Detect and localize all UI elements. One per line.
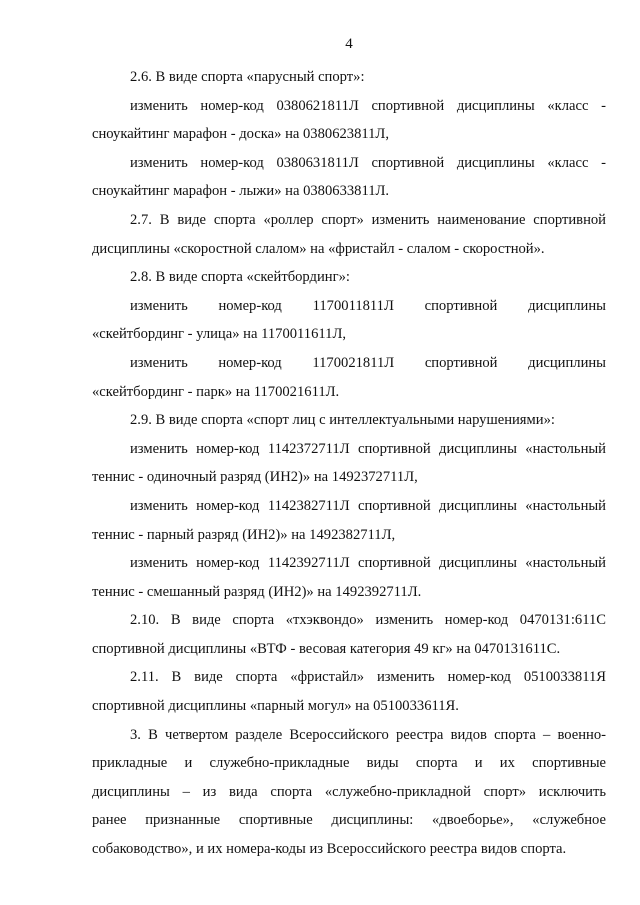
paragraph-line: «скейтбординг - парк» на 1170021611Л.: [92, 383, 340, 400]
paragraph-2-6-item-1: [92, 92, 606, 149]
paragraph-line: 2.9. В виде спорта «спорт лиц с интеллектуальными нарушениями»:: [130, 412, 555, 429]
paragraph-2-9: [92, 406, 606, 435]
paragraph-line-spread: [92, 292, 606, 321]
word: дисциплины: [528, 297, 606, 314]
paragraph-line: изменить номер-код 1142382711Л спортивной дисциплины «настольный: [130, 497, 606, 514]
word: изменить: [130, 354, 188, 371]
paragraph-line: 3. В четвертом разделе Всероссийского реестра видов спорта – военно-: [130, 726, 606, 743]
paragraph-line: сноукайтинг марафон - доска» на 0380623811Л,: [92, 126, 389, 143]
paragraph-2-11: [92, 663, 606, 720]
paragraph-2-9-item-2: [92, 492, 606, 549]
paragraph-line: собаководство», и их номера-коды из Всероссийского реестра видов спорта.: [92, 841, 567, 858]
paragraph-line: прикладные и служебно-прикладные виды спорта и их спортивные: [92, 755, 606, 772]
word: номер-код: [218, 354, 282, 371]
paragraph-2-7: [92, 206, 606, 263]
paragraph-2-9-item-1: [92, 435, 606, 492]
paragraph-2-8: [92, 263, 606, 292]
paragraph-line: дисциплины «скоростной слалом» на «фристайл - слалом - скоростной».: [92, 240, 545, 257]
paragraph-line: изменить номер-код 1142372711Л спортивной дисциплины «настольный: [130, 440, 606, 457]
word: номер-код: [218, 297, 282, 314]
word: 1170021811Л: [312, 354, 395, 371]
page-number: 4: [345, 36, 353, 52]
paragraph-line: теннис - парный разряд (ИН2)» на 1492382711Л,: [92, 526, 396, 543]
paragraph-line-spread: [92, 349, 606, 378]
word: 1170011811Л: [312, 297, 394, 314]
paragraph-line: 2.11. В виде спорта «фристайл» изменить номер-код 0510033811Я: [130, 669, 606, 686]
paragraph-line: изменить номер-код 0380621811Л спортивной дисциплины «класс -: [130, 97, 606, 114]
word: спортивной: [424, 297, 498, 314]
paragraph-line: изменить номер-код 1142392711Л спортивной дисциплины «настольный: [130, 555, 606, 572]
paragraph-line: теннис - смешанный разряд (ИН2)» на 1492392711Л.: [92, 583, 422, 600]
word: дисциплины: [528, 354, 606, 371]
paragraph-line: 2.7. В виде спорта «роллер спорт» изменить наименование спортивной: [130, 211, 606, 228]
paragraph-line: 2.6. В виде спорта «парусный спорт»:: [130, 69, 365, 85]
paragraph-line: спортивной дисциплины «парный могул» на 0510033611Я.: [92, 698, 459, 715]
paragraph-2-9-item-3: [92, 549, 606, 606]
paragraph-2-6: [92, 63, 606, 92]
paragraph-2-8-item-1: [92, 292, 606, 349]
paragraph-3: [92, 721, 606, 864]
word: изменить: [130, 297, 188, 314]
paragraph-line: «скейтбординг - улица» на 1170011611Л,: [92, 326, 346, 343]
paragraph-2-10: [92, 606, 606, 663]
paragraph-line: ранее признанные спортивные дисциплины: «двоеборье», «служебное: [92, 812, 606, 829]
paragraph-2-8-item-2: [92, 349, 606, 406]
paragraph-line: спортивной дисциплины «ВТФ - весовая категория 49 кг» на 0470131611С.: [92, 640, 561, 657]
paragraph-line: сноукайтинг марафон - лыжи» на 0380633811Л.: [92, 183, 390, 200]
word: спортивной: [424, 354, 498, 371]
paragraph-2-6-item-2: [92, 149, 606, 206]
paragraph-line: дисциплины – из вида спорта «служебно-прикладной спорт» исключить: [92, 783, 606, 800]
paragraph-line: 2.10. В виде спорта «тхэквондо» изменить номер-код 0470131:611С: [130, 612, 606, 629]
paragraph-line: 2.8. В виде спорта «скейтбординг»:: [130, 269, 350, 286]
paragraph-line: теннис - одиночный разряд (ИН2)» на 1492372711Л,: [92, 469, 418, 486]
paragraph-line: изменить номер-код 0380631811Л спортивной дисциплины «класс -: [130, 154, 606, 171]
